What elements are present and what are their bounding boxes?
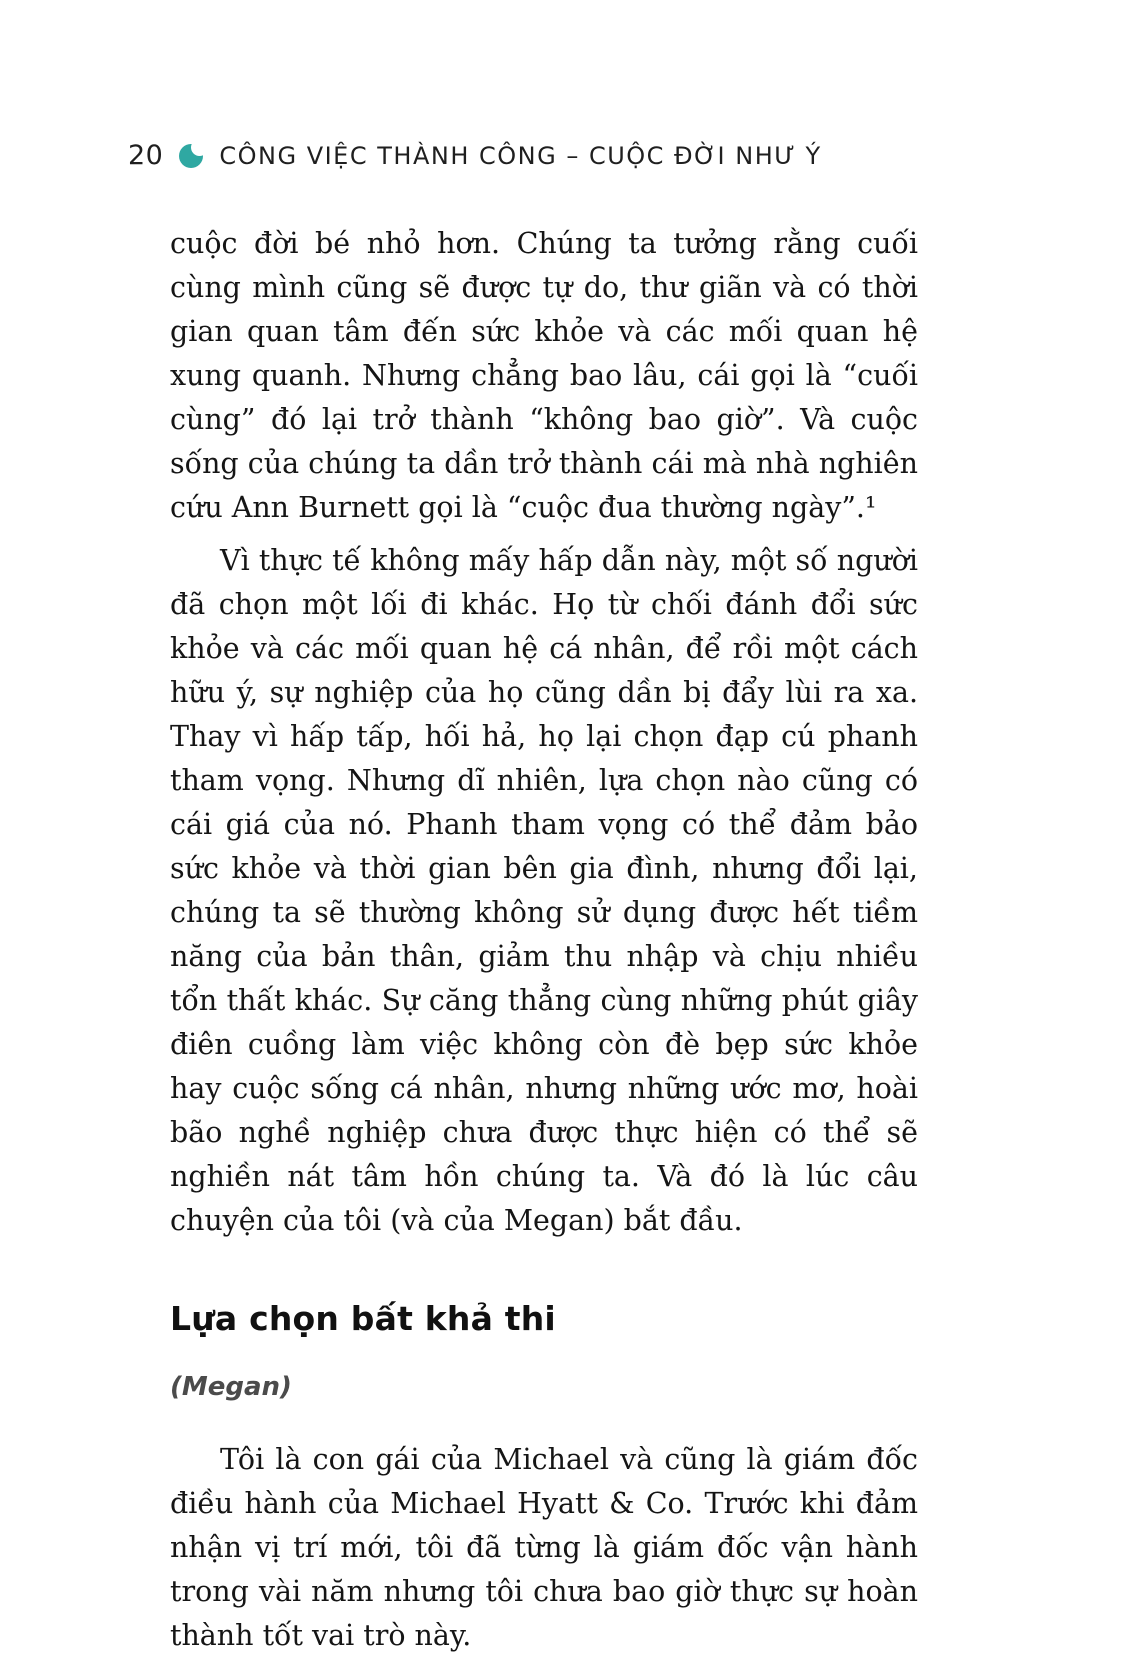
paragraph-continuation: cuộc đời bé nhỏ hơn. Chúng ta tưởng rằng cuối cùng mình cũng sẽ được tự do, thư giãn và có thời gian quan tâm đến sức khỏe và các mối quan hệ xung quanh. Nhưng chẳng bao lâu, cái gọi là “cuối cùng” đó lại trở thành “không bao giờ”. Và cuộc sống của chúng ta dần trở thành cái mà nhà nghiên cứu Ann Burnett gọi là “cuộc đua thường ngày”.¹ (170, 227, 918, 524)
section-subheading: (Megan) (170, 1372, 292, 1402)
page-number: 20 (128, 140, 164, 171)
section-body (170, 1438, 918, 1658)
running-header-title: CÔNG VIỆC THÀNH CÔNG – CUỘC ĐỜI NHƯ Ý (219, 141, 822, 170)
paragraph: Tôi là con gái của Michael và cũng là giám đốc điều hành của Michael Hyatt & Co. Trước khi đảm nhận vị trí mới, tôi đã từng là giám đốc vận hành trong vài năm nhưng tôi chưa bao giờ thực sự hoàn thành tốt vai trò này. (170, 1443, 918, 1652)
body-text-block (170, 222, 918, 1658)
section-heading: Lựa chọn bất khả thi (170, 1299, 556, 1338)
paragraph: Vì thực tế không mấy hấp dẫn này, một số người đã chọn một lối đi khác. Họ từ chối đánh đổi sức khỏe và các mối quan hệ cá nhân, để rồi một cách hữu ý, sự nghiệp của họ cũng dần bị đẩy lùi ra xa. Thay vì hấp tấp, hối hả, họ lại chọn đạp cú phanh tham vọng. Nhưng dĩ nhiên, lựa chọn nào cũng có cái giá của nó. Phanh tham vọng có thể đảm bảo sức khỏe và thời gian bên gia đình, nhưng đổi lại, chúng ta sẽ thường không sử dụng được hết tiềm năng của bản thân, giảm thu nhập và chịu nhiều tổn thất khác. Sự căng thẳng cùng những phút giây điên cuồng làm việc không còn đè bẹp sức khỏe hay cuộc sống cá nhân, nhưng những ước mơ, hoài bão nghề nghiệp chưa được thực hiện có thể sẽ nghiền nát tâm hồn chúng ta. Và đó là lúc câu chuyện của tôi (và của Megan) bắt đầu. (170, 544, 918, 1237)
running-header (128, 140, 976, 171)
swirl-ornament-icon (179, 144, 203, 168)
